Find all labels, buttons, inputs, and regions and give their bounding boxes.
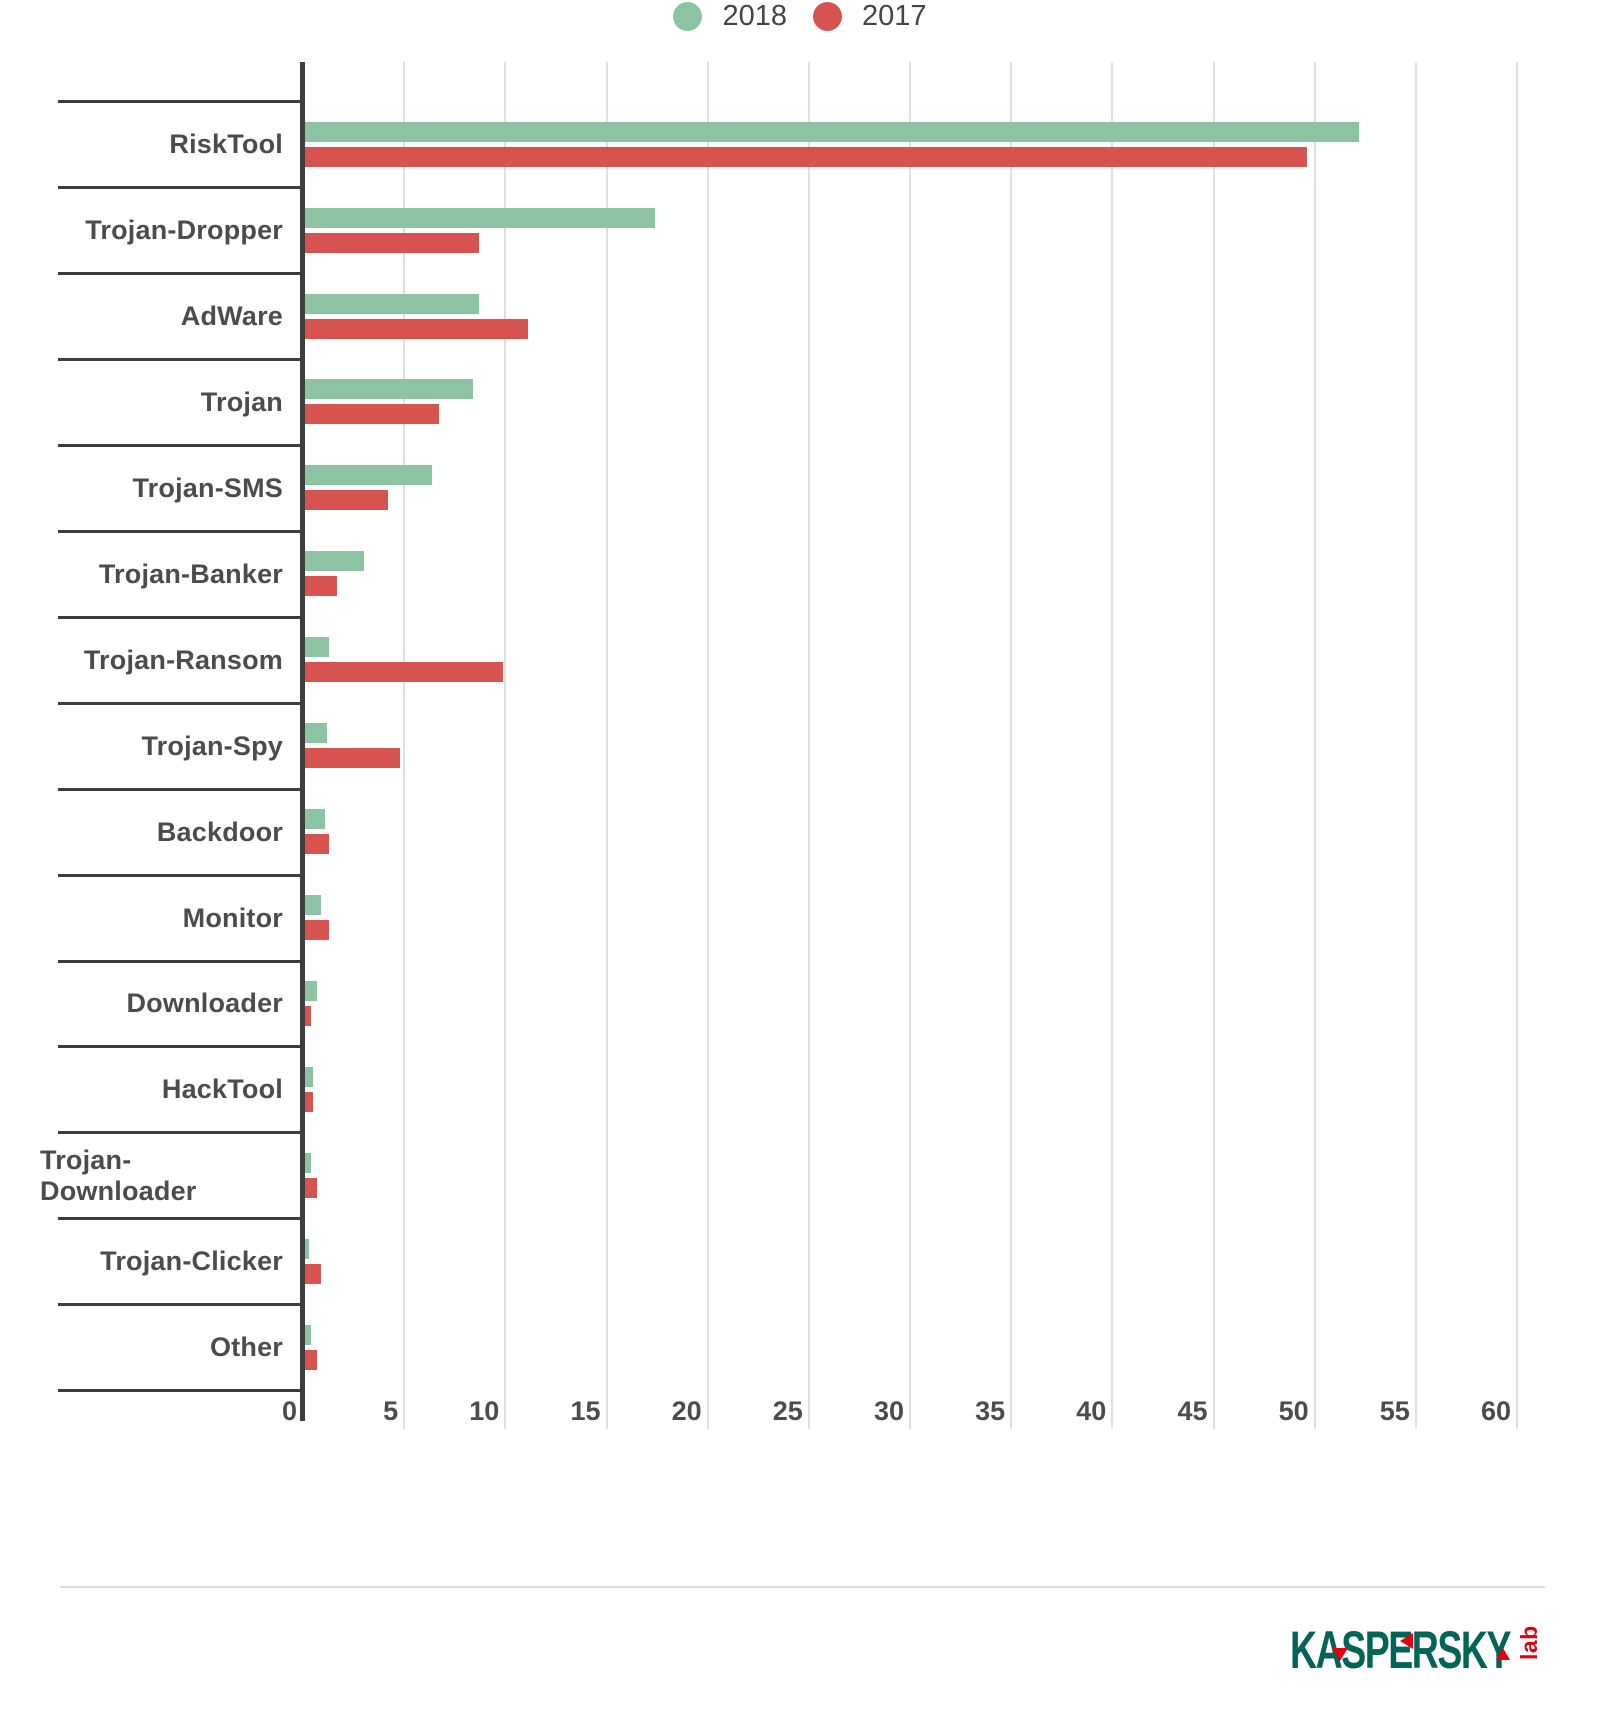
category-label: Trojan-Clicker bbox=[100, 1246, 283, 1277]
category-label: Downloader bbox=[126, 988, 283, 1019]
bar-2018 bbox=[305, 723, 327, 743]
legend-item-2017 bbox=[813, 0, 927, 33]
category-label: Trojan bbox=[200, 386, 283, 417]
bar-2018 bbox=[305, 122, 1359, 142]
category-label: Other bbox=[209, 1332, 283, 1363]
category-label: Trojan-Ransom bbox=[83, 644, 283, 675]
bar-2017 bbox=[305, 1006, 311, 1026]
gridline bbox=[1213, 62, 1215, 1429]
bar-2018 bbox=[305, 465, 432, 485]
x-tick-label: 35 bbox=[975, 1395, 1006, 1426]
gridline bbox=[1111, 62, 1113, 1429]
category-label: Trojan-Banker bbox=[98, 558, 283, 589]
bar-2017 bbox=[305, 319, 528, 339]
bar-2017 bbox=[305, 748, 400, 768]
bar-2018 bbox=[305, 1067, 313, 1087]
x-tick-label: 45 bbox=[1177, 1395, 1208, 1426]
bar-2018 bbox=[305, 637, 329, 657]
logo-accent-triangle-icon bbox=[1400, 1633, 1413, 1649]
bar-2018 bbox=[305, 895, 321, 915]
x-tick-label: 25 bbox=[772, 1395, 803, 1426]
gridline bbox=[1415, 62, 1417, 1429]
gridline bbox=[403, 62, 405, 1429]
footer-divider bbox=[60, 1586, 1545, 1588]
bar-2018 bbox=[305, 294, 479, 314]
category-label: Backdoor bbox=[156, 816, 283, 847]
gridline bbox=[707, 62, 709, 1429]
bar-2017 bbox=[305, 404, 439, 424]
legend-item-2018 bbox=[673, 0, 787, 33]
gridline bbox=[909, 62, 911, 1429]
gridline bbox=[504, 62, 506, 1429]
x-tick-label: 15 bbox=[570, 1395, 601, 1426]
category-label: Trojan-Dropper bbox=[85, 215, 283, 246]
kaspersky-logo bbox=[1290, 1616, 1570, 1682]
bar-2018 bbox=[305, 1153, 311, 1173]
logo-accent-triangle-icon bbox=[1332, 1648, 1348, 1661]
bar-2018 bbox=[305, 551, 364, 571]
gridline bbox=[808, 62, 810, 1429]
category-label: Trojan-SMS bbox=[132, 472, 283, 503]
x-tick-label: 5 bbox=[383, 1395, 399, 1426]
bar-2018 bbox=[305, 208, 655, 228]
bar-2017 bbox=[305, 1092, 313, 1112]
x-tick-label: 0 bbox=[281, 1395, 297, 1426]
x-tick-label: 10 bbox=[469, 1395, 500, 1426]
x-tick-label: 30 bbox=[873, 1395, 904, 1426]
category-label: Trojan-Spy bbox=[141, 730, 283, 761]
x-tick-label: 60 bbox=[1480, 1395, 1511, 1426]
kaspersky-logo-text: KASPERSKY bbox=[1290, 1621, 1511, 1681]
category-label: Monitor bbox=[182, 902, 283, 933]
bar-2017 bbox=[305, 662, 503, 682]
gridline bbox=[606, 62, 608, 1429]
bar-2017 bbox=[305, 490, 388, 510]
bar-2017 bbox=[305, 233, 479, 253]
legend-label-2018: 2018 bbox=[722, 0, 787, 32]
x-tick-label: 55 bbox=[1379, 1395, 1410, 1426]
bar-2018 bbox=[305, 1239, 309, 1259]
bar-2017 bbox=[305, 1178, 317, 1198]
category-label: HackTool bbox=[161, 1074, 283, 1105]
category-label: RiskTool bbox=[169, 129, 283, 160]
gridline bbox=[1516, 62, 1518, 1429]
legend bbox=[0, 0, 1600, 33]
x-tick-label: 20 bbox=[671, 1395, 702, 1426]
bar-2017 bbox=[305, 834, 329, 854]
x-tick-label: 50 bbox=[1278, 1395, 1309, 1426]
category-label: Trojan-Downloader bbox=[40, 1144, 197, 1206]
logo-accent-triangle-icon bbox=[1496, 1648, 1510, 1660]
kaspersky-logo-lab-text: lab bbox=[1516, 1625, 1542, 1660]
gridline bbox=[1010, 62, 1012, 1429]
bar-2018 bbox=[305, 809, 325, 829]
bar-2018 bbox=[305, 1325, 311, 1345]
legend-label-2017: 2017 bbox=[862, 0, 927, 32]
bar-2017 bbox=[305, 1350, 317, 1370]
legend-dot-2018 bbox=[673, 2, 702, 31]
category-label: AdWare bbox=[180, 301, 283, 331]
bar-2018 bbox=[305, 981, 317, 1001]
x-tick-label: 40 bbox=[1076, 1395, 1107, 1426]
bar-2017 bbox=[305, 1264, 321, 1284]
gridline bbox=[1314, 62, 1316, 1429]
legend-dot-2017 bbox=[813, 2, 842, 31]
bar-2017 bbox=[305, 147, 1307, 167]
bar-2018 bbox=[305, 379, 473, 399]
bar-2017 bbox=[305, 920, 329, 940]
bar-2017 bbox=[305, 576, 337, 596]
